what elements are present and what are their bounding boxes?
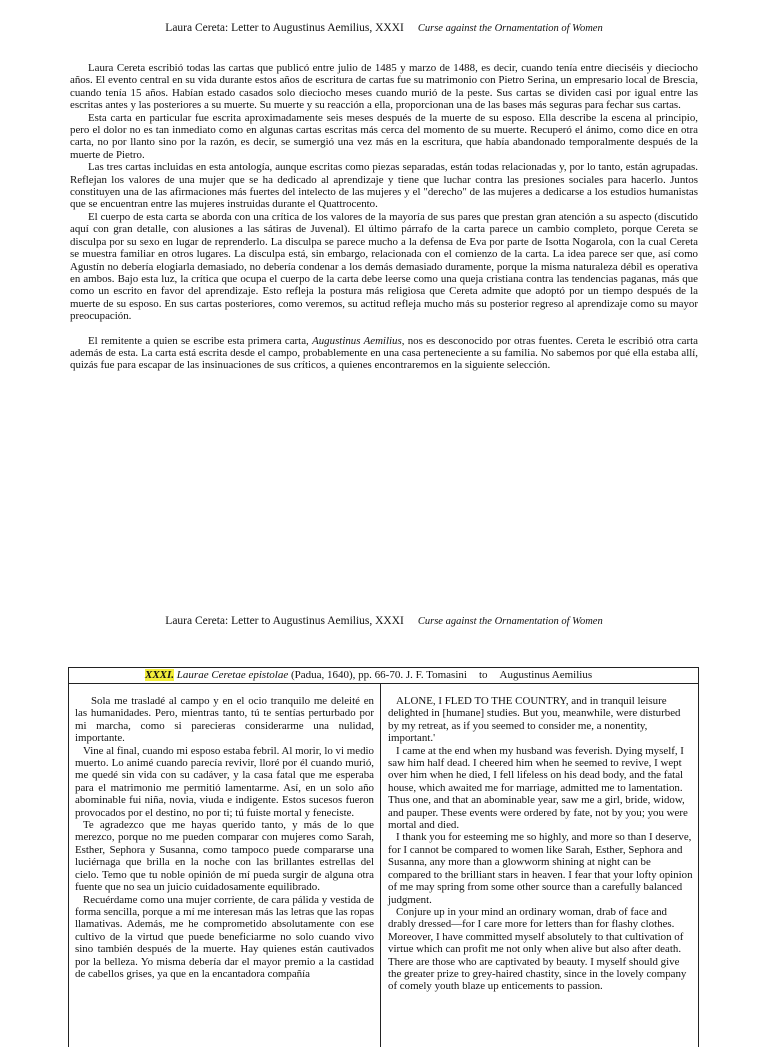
spanish-paragraph: Te agradezco que me hayas querido tanto, y más de lo que merezco, porque no me pueden comparar con mujeres como Sarah, Esther, Sephora y Susanna, como tampoco puede compararse una luciérnaga que brilla en la noche con las brillantes estrellas del cielo. Temo que tu noble opinión de mí pueda surgir de alguna otra fuente que no sea un juicio cuidadosamente equilibrado. — [75, 819, 374, 894]
essay-paragraph — [70, 335, 698, 372]
essay-paragraph: Laura Cereta escribió todas las cartas que publicó entre julio de 1485 y marzo de 1488, es decir, cuando tenía entre dieciséis y dieciocho años. El evento central en su vida durante estos años de escritura de cartas fue su matrimonio con Pietro Serina, un empresario local de Brescia, cuando tenía 15 años. Habían estado casados solo dieciocho meses cuando murió de la peste. Sus cartas se dividen casi por igual entre las escritas antes y las posteriores a su muerte. Su muerte y su reacción a ella, proporcionan una de las bases más seguras para fechar sus cartas. — [70, 62, 698, 112]
essay-paragraph: El cuerpo de esta carta se aborda con una crítica de los valores de la mayoría de sus pares que prestan gran atención a su aspecto (discutido aquí con gran detalle, con alusiones a las sátiras de Juvenal). El último párrafo de la carta parece un cambio completo, porque Cereta se disculpa por su sexo en lugar de reprenderlo. La disculpa se parece mucho a la defensa de Eva por parte de Isotta Nogarola, con la cual Cereta se muestra familiar en otros lugares. La disculpa está, sin embargo, relacionada con el comienzo de la carta. La idea parece ser que, así como Agustín no debería elogiarla demasiado, no debería condenar a los demás demasiado duramente, porque la misma naturaleza débil es operativa en ambos. Bajo esta luz, la crítica que ocupa el cuerpo de la carta debe leerse como una queja cristiana contra las tendencias paganas, más que como un escrito en favor del aprendizaje. Esto refleja la postura más religiosa que Cereta admite que adoptó por un tiempo después de la muerte de su esposo. En sus cartas posteriores, como veremos, su actitud refleja mucho más su posterior regreso al aprendizaje como su mayor preocupación. — [70, 210, 698, 323]
english-paragraph: I thank you for esteeming me so highly, and more so than I deserve, for I cannot be compared to women like Sarah, Esther, Sephora and Susanna, any more than a glowworm shining at night can be compared to the brilliant stars in heaven. I fear that your lofty opinion of me may spring from some other source than a carefully balanced judgment. — [388, 831, 693, 906]
essay-paragraph: Esta carta en particular fue escrita aproximadamente seis meses después de la muerte de su esposo. Ella describe la escena al principio, pero el dolor no es tan inmediato como en algunas cartas escritas más cerca del momento de su muerte. Recuperó el ánimo, como dice en otra carta, no por llanto sino por la razón, es decir, se sumergió una vez más en la escritura, que había abandonado temporalmente después de la muerte de Pietro. — [70, 111, 698, 161]
spanish-paragraph: Sola me trasladé al campo y en el ocio tranquilo me deleité en las humanidades. Pero, mientras tanto, tú te sentías perturbado por mi marcha, como si parecieras considerarme una nulidad, importante. — [75, 695, 374, 745]
english-paragraph: I came at the end when my husband was feverish. Dying myself, I saw him half dead. I cheered him when he seemed to revive, I wept over him when he died, I fell lifeless on his dead body, and the fatal house, which awaited me for marriage, admitted me to lamentation. Thus one, and that an abominable year, saw me a girl, bride, widow, and pauper. These events were ordered by fate, not by you; you were mortal and died. — [388, 744, 688, 832]
header-author-letter: Laura Cereta: Letter to Augustinus Aemilius, XXXI — [165, 615, 404, 627]
english-column — [388, 695, 694, 993]
essay-paragraph: Las tres cartas incluidas en esta antología, aunque escritas como piezas separadas, están todas relacionadas y, por lo tanto, están agrupadas. Reflejan los valores de una mujer que se ha dedicado al aprendizaje y tiene que luchar contra las presiones sociales para hacerlo. Juntos constituyen una de las afirmaciones más fuertes del intelecto de las mujeres y el "derecho" de las mujeres a dedicarse a los estudios humanistas que se encuentran entre las mujeres instruidas durante el Quattrocento. — [70, 161, 698, 211]
column-divider — [380, 684, 381, 1047]
source-details: (Padua, 1640), pp. 66-70. J. F. Tomasini — [288, 669, 467, 681]
english-paragraph: ALONE, I FLED TO THE COUNTRY, and in tranquil leisure delighted in [humane] studies. But you, meanwhile, were disturbed by my retreat, as if you seemed to consider me, a nonentity, important.' — [388, 695, 681, 745]
essay-text: El remitente a quien se escribe esta primera carta, — [88, 334, 313, 347]
spanish-paragraph: Vine al final, cuando mi esposo estaba febril. Al morir, lo vi medio muerto. Lo animé cuando parecía revivir, lloré por él cuando murió, me quedé sin vida con su cadáver, y la casa fatal que me esperaba para el matrimonio me permitió lamentarme. Así, en un solo año abominable fui niña, novia, viuda e indigente. Estos sucesos fueron provocados por el destino, no por ti; tú fuiste mortal y feneciste. — [75, 744, 374, 819]
caption-recipient: Augustinus Aemilius — [499, 669, 593, 681]
table-caption — [69, 668, 698, 684]
running-header — [0, 614, 768, 629]
header-subtitle: Curse against the Ornamentation of Women — [417, 23, 603, 34]
english-paragraph: Conjure up in your mind an ordinary woman, drab of face and drably dressed—for I care more for letters than for flashy clothes. Moreover, I have committed myself absolutely to that cultivation of virtue which can profit me not only when alive but also after death. There are those who are captivated by beauty. I myself should give the greater prize to grey-haired chastity, since in the lovely company of comely youth blaze up enticements to passion. — [388, 905, 687, 993]
header-author-letter: Laura Cereta: Letter to Augustinus Aemilius, XXXI — [165, 22, 404, 34]
running-header — [0, 21, 768, 36]
parallel-text-table — [68, 667, 699, 1047]
introduction-essay — [70, 62, 698, 372]
spanish-paragraph: Recuérdame como una mujer corriente, de cara pálida y vestida de forma sencilla, porque a mí me interesan más las letras que las ropas llamativas. Además, me he comprometido absolutamente con ese cultivo de la virtud que puede beneficiarme no solo cuando vivo sino también después de la muerte. Hay quienes están cautivados por la belleza. Yo misma debería dar el mayor premio a la castidad de cabellos grises, ya que en la encantadora compañía — [75, 893, 374, 980]
spanish-column — [75, 695, 374, 980]
header-subtitle: Curse against the Ornamentation of Women — [417, 616, 603, 627]
source-title: Laurae Ceretae epistolae — [176, 669, 289, 681]
letter-numeral: XXXI. — [145, 669, 175, 681]
caption-to: to — [478, 669, 488, 681]
essay-text: , nos es desconocido por otras fuentes. Cereta le escribió otra carta además de esta. La carta está escrita desde el campo, probablemente en una casa perteneciente a su familia. No sabemos por qué ella estaba allí, quizás fue para escapar de las insinuaciones de sus críticos, a quienes encontraremos en la siguiente selección. — [70, 334, 699, 372]
recipient-name: Augustinus Aemilius — [312, 334, 402, 347]
